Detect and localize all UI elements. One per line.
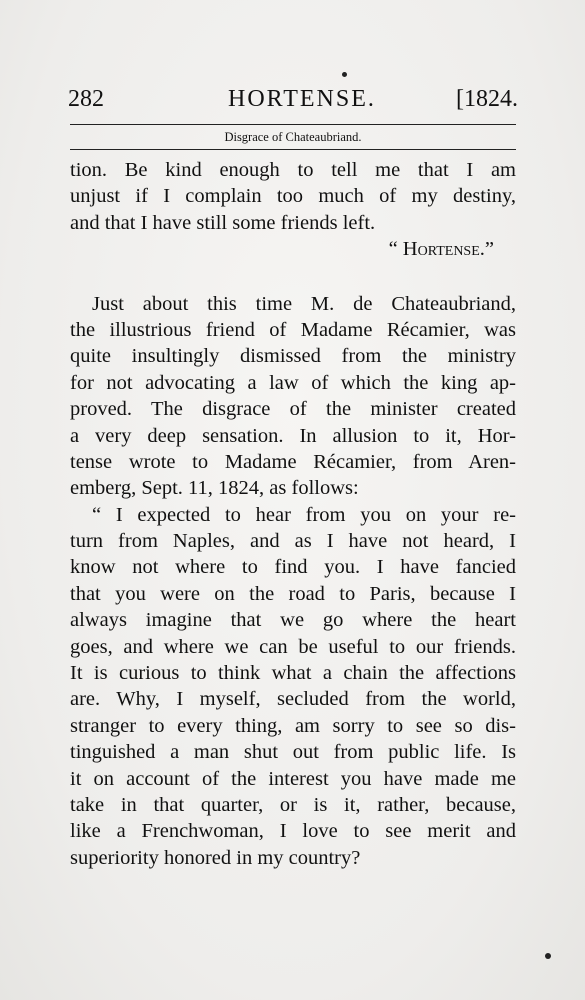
text-line: emberg, Sept. 11, 1824, as follows: (70, 477, 359, 500)
text-line: It is curious to think what a chain the affections (70, 662, 516, 685)
text-line: superiority honored in my country? (70, 846, 361, 869)
text-line: turn from Naples, and as I have not heard, I (70, 530, 516, 553)
text-line: quite insultingly dismissed from the ministry (70, 345, 516, 368)
text-line: unjust if I complain too much of my destiny, (70, 185, 516, 208)
body-text (70, 157, 516, 871)
section-subheading: Disgrace of Chateaubriand. (224, 130, 362, 144)
ink-speck (342, 72, 347, 77)
text-line: tion. Be kind enough to tell me that I am (70, 159, 516, 181)
text-line: know not where to find you. I have fancied (70, 556, 516, 579)
text-line: Just about this time M. de Chateaubriand, (92, 292, 516, 315)
text-line: are. Why, I myself, secluded from the world, (70, 688, 516, 711)
text-line: like a Frenchwoman, I love to see merit and (70, 820, 516, 843)
text-line: and that I have still some friends left. (70, 211, 376, 234)
signature-line: “ Hortense.” (388, 238, 494, 261)
ink-speck (545, 953, 551, 959)
text-line: proved. The disgrace of the minister created (70, 398, 516, 421)
page-number: 282 (68, 86, 104, 112)
text-line: stranger to every thing, am sorry to see so dis- (70, 714, 516, 737)
text-line: the illustrious friend of Madame Récamier, was (70, 318, 516, 341)
header-rule-top (70, 124, 516, 125)
text-line: it on account of the interest you have made me (70, 767, 516, 790)
text-line: “ I expected to hear from you on your re- (92, 503, 516, 526)
header-rule-bottom (70, 149, 516, 150)
text-line: that you were on the road to Paris, because I (70, 582, 516, 605)
page-header (68, 86, 518, 116)
header-year: [1824. (456, 86, 518, 112)
running-title: HORTENSE. (228, 86, 376, 112)
text-line: take in that quarter, or is it, rather, because, (70, 793, 516, 816)
text-line: a very deep sensation. In allusion to it, Hor- (70, 424, 516, 447)
text-line: for not advocating a law of which the king ap- (70, 371, 516, 394)
text-line: tense wrote to Madame Récamier, from Aren- (70, 450, 516, 473)
text-line: always imagine that we go where the heart (70, 609, 516, 632)
text-line: goes, and where we can be useful to our friends. (70, 635, 516, 658)
text-line: tinguished a man shut out from public life. Is (70, 741, 516, 764)
paragraph-break (70, 263, 516, 291)
